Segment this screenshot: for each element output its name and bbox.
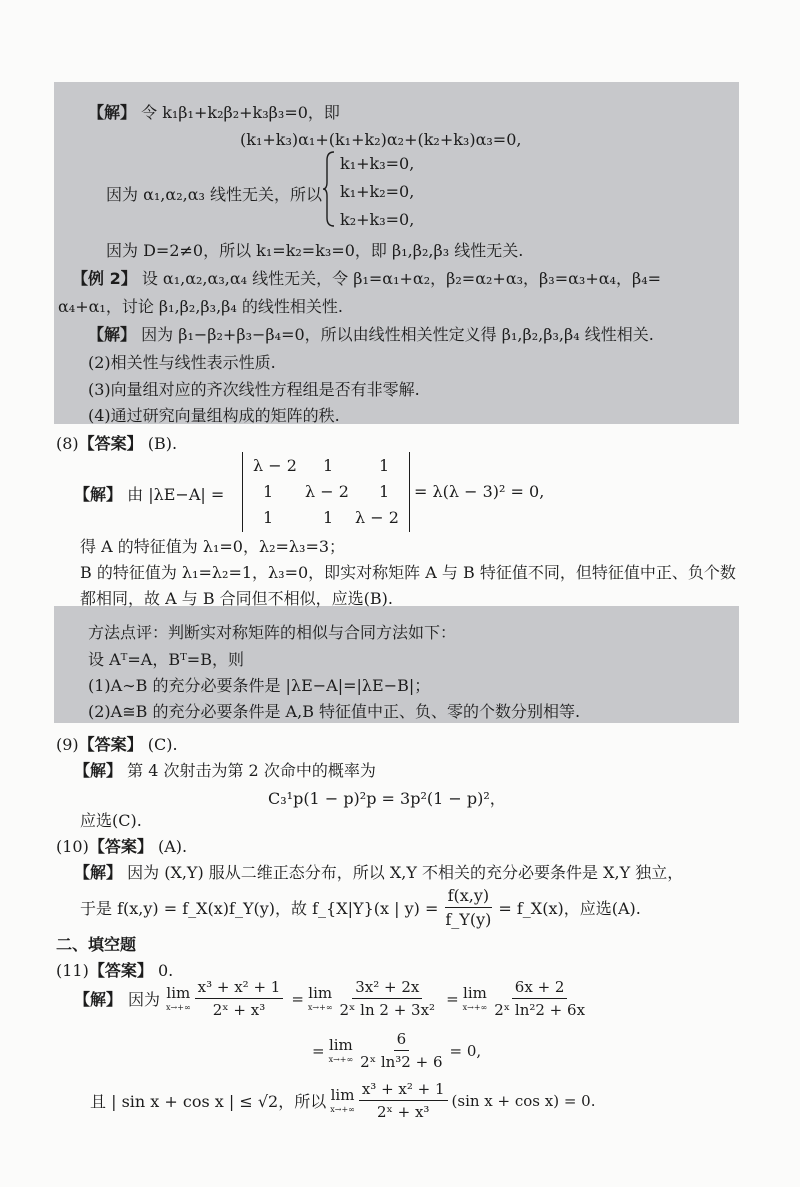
fraction-denominator: 2ˣ ln 2 + 3x² — [339, 1001, 436, 1019]
example-tag: 【例 2】 — [72, 269, 137, 288]
box1-equation: (k₁+k₃)α₁+(k₁+k₂)α₂+(k₂+k₃)α₃=0, — [240, 130, 522, 149]
q9-text-1: 第 4 次射击为第 2 次命中的概率为 — [127, 761, 376, 780]
q11-because: 因为 — [128, 990, 161, 1009]
method-review-line-4: (2)A≅B 的充分必要条件是 A,B 特征值中正、负、零的个数分别相等. — [88, 702, 581, 721]
q8-line-4: 都相同，故 A 与 B 合同但不相似，应选(B). — [80, 589, 393, 608]
system-eq-2: k₁+k₂=0, — [340, 182, 415, 201]
lim-subscript: x→+∞ — [166, 1002, 191, 1012]
fraction-numerator: x³ + x² + 1 — [195, 978, 284, 999]
q9-line-1 — [74, 758, 376, 781]
box1-line-4: 因为 D=2≠0，所以 k₁=k₂=k₃=0，即 β₁,β₂,β₃ 线性无关. — [106, 241, 524, 260]
q11-final-line — [90, 1080, 596, 1121]
limit-operator — [166, 983, 191, 1012]
box1-text-1: 令 k₁β₁+k₂β₂+k₃β₃=0，即 — [141, 103, 340, 122]
example-2-line-1 — [72, 266, 661, 289]
q8-eq-post: = λ(λ − 3)² = 0, — [414, 482, 545, 501]
q10-text-2: 于是 f(x,y) = f_X(x)f_Y(y)，故 f_{X|Y}(x | y) = — [80, 899, 439, 918]
lim-word: lim — [463, 983, 487, 1002]
q11-final-result: (sin x + cos x) = 0. — [451, 1091, 596, 1110]
example-2-text-1: 设 α₁,α₂,α₃,α₄ 线性无关，令 β₁=α₁+α₂，β₂=α₂+α₃，β₃=α₃+α₄，β₄= — [141, 269, 662, 288]
fraction — [359, 1080, 448, 1121]
q8-line-3: B 的特征值为 λ₁=λ₂=1，λ₃=0，即实对称矩阵 A 与 B 特征值不同，但特征值中正、负个数 — [80, 563, 736, 582]
lim-subscript: x→+∞ — [328, 1054, 354, 1064]
solution-tag: 【解】 — [74, 761, 123, 780]
matrix-cell: λ − 2 — [355, 508, 399, 527]
q10-line-1 — [74, 860, 683, 883]
fraction-denominator: 2ˣ ln²2 + 6x — [494, 1001, 586, 1019]
solution-tag: 【解】 — [74, 990, 123, 1009]
example-2-solution — [88, 322, 654, 345]
list-item: (3)向量组对应的齐次线性方程组是否有非零解. — [88, 380, 420, 399]
box1-line-3: 因为 α₁,α₂,α₃ 线性无关，所以 — [106, 185, 323, 204]
solution-tag: 【解】 — [74, 485, 123, 504]
q10-answer — [56, 834, 187, 857]
q9-answer — [56, 732, 178, 755]
fraction-numerator: 3x² + 2x — [352, 978, 422, 999]
limit-operator — [307, 983, 333, 1012]
q10-line-2 — [80, 886, 641, 929]
lim-word: lim — [328, 1035, 353, 1054]
lim-word: lim — [330, 1085, 355, 1104]
q9-line-3: 应选(C). — [80, 811, 142, 830]
solution-tag: 【解】 — [74, 863, 123, 882]
question-number: (8) — [56, 434, 79, 453]
fraction-numerator: 6x + 2 — [512, 978, 568, 999]
box1-line-1 — [88, 100, 340, 123]
matrix-cell: 1 — [263, 482, 274, 501]
question-number: (9) — [56, 735, 79, 754]
q9-equation: C₃¹p(1 − p)²p = 3p²(1 − p)²， — [268, 789, 506, 808]
answer-tag: 【答案】 — [78, 735, 143, 754]
limit-operator — [328, 1035, 354, 1064]
fraction-denominator: 2ˣ + x³ — [212, 1001, 266, 1019]
q11-limit-line-2: = lim x→+∞ $\frac{6}{\text{2ˣ ln³2 + 6}}$ = 0, — [312, 1030, 482, 1071]
q11-final-text: 且 | sin x + cos x | ≤ √2，所以 — [90, 1092, 327, 1111]
fraction-denominator: 2ˣ ln³2 + 6 — [360, 1053, 443, 1071]
solution-tag: 【解】 — [88, 103, 137, 122]
answer-tag: 【答案】 — [88, 837, 153, 856]
limit-operator — [462, 983, 488, 1012]
q10-text-1: 因为 (X,Y) 服从二维正态分布，所以 X,Y 不相关的充分必要条件是 X,Y 独立， — [127, 863, 684, 882]
example-2-solution-text: 因为 β₁−β₂+β₃−β₄=0，所以由线性相关性定义得 β₁,β₂,β₃,β₄ 线性相关. — [141, 325, 654, 344]
matrix-cell: 1 — [379, 456, 390, 475]
answer-tag: 【答案】 — [78, 434, 143, 453]
limit-operator — [330, 1085, 355, 1114]
lim-subscript: x→+∞ — [307, 1002, 333, 1012]
lim-subscript: x→+∞ — [462, 1002, 488, 1012]
matrix-cell: 1 — [379, 482, 390, 501]
matrix-cell: 1 — [323, 456, 334, 475]
question-number: (11) — [56, 961, 89, 980]
method-review-title: 方法点评：判断实对称矩阵的相似与合同方法如下： — [88, 623, 457, 642]
fraction-numerator: x³ + x² + 1 — [359, 1080, 448, 1101]
matrix-cell: 1 — [263, 508, 274, 527]
fraction-numerator: f(x,y) — [445, 886, 493, 908]
q8-line-2: 得 A 的特征值为 λ₁=0，λ₂=λ₃=3； — [80, 537, 346, 556]
solution-tag: 【解】 — [88, 325, 137, 344]
section-heading: 二、填空题 — [56, 935, 137, 954]
q8-eq-pre — [74, 482, 224, 505]
fraction — [195, 978, 284, 1019]
matrix-cell: λ − 2 — [305, 482, 349, 501]
q11-result: = 0, — [449, 1041, 482, 1060]
question-number: (10) — [56, 837, 89, 856]
conditional-density-fraction — [442, 886, 494, 929]
matrix-cell: 1 — [323, 508, 334, 527]
q10-text-3: = f_X(x)，应选(A). — [498, 899, 641, 918]
fraction-denominator: f_Y(y) — [445, 910, 492, 929]
fraction — [337, 978, 439, 1019]
answer-value: (A). — [157, 837, 188, 856]
q11-limit-line-1: 【解】 因为 lim x→+∞ $\frac{\text{x³ + x² + 1}}{\text{2ˣ + x³}}$ = lim x→+∞ $\frac{\text{3x² + 2x}}{\text{2ˣ ln 2 + 3x²}}$ = lim x→+∞ $\frac{6x + 2}{\text{2ˣ ln²2 + 6x}}$ — [74, 978, 592, 1019]
lim-word: lim — [308, 983, 333, 1002]
answer-value: (B). — [147, 434, 178, 453]
q8-det-label: 由 |λE−A| = — [127, 485, 225, 504]
fraction — [357, 1030, 445, 1071]
answer-value: 0. — [157, 961, 174, 980]
example-2-line-2: α₄+α₁，讨论 β₁,β₂,β₃,β₄ 的线性相关性. — [58, 297, 344, 316]
lim-word: lim — [166, 983, 191, 1002]
brace-icon — [322, 150, 336, 228]
fraction-denominator: 2ˣ + x³ — [376, 1103, 430, 1121]
answer-tag: 【答案】 — [88, 961, 153, 980]
system-eq-1: k₁+k₃=0, — [340, 154, 415, 173]
matrix-cell: λ − 2 — [253, 456, 297, 475]
method-review-line-3: (1)A∼B 的充分必要条件是 |λE−A|=|λE−B|； — [88, 676, 431, 695]
system-eq-3: k₂+k₃=0, — [340, 210, 415, 229]
list-item: (2)相关性与线性表示性质. — [88, 353, 276, 372]
answer-value: (C). — [147, 735, 178, 754]
method-review-line-2: 设 Aᵀ=A，Bᵀ=B，则 — [88, 650, 244, 669]
fraction — [491, 978, 588, 1019]
lim-subscript: x→+∞ — [330, 1104, 355, 1114]
q8-answer — [56, 431, 177, 454]
list-item: (4)通过研究向量组构成的矩阵的秩. — [88, 406, 340, 425]
determinant-matrix — [242, 452, 410, 532]
fraction-numerator: 6 — [394, 1030, 410, 1051]
